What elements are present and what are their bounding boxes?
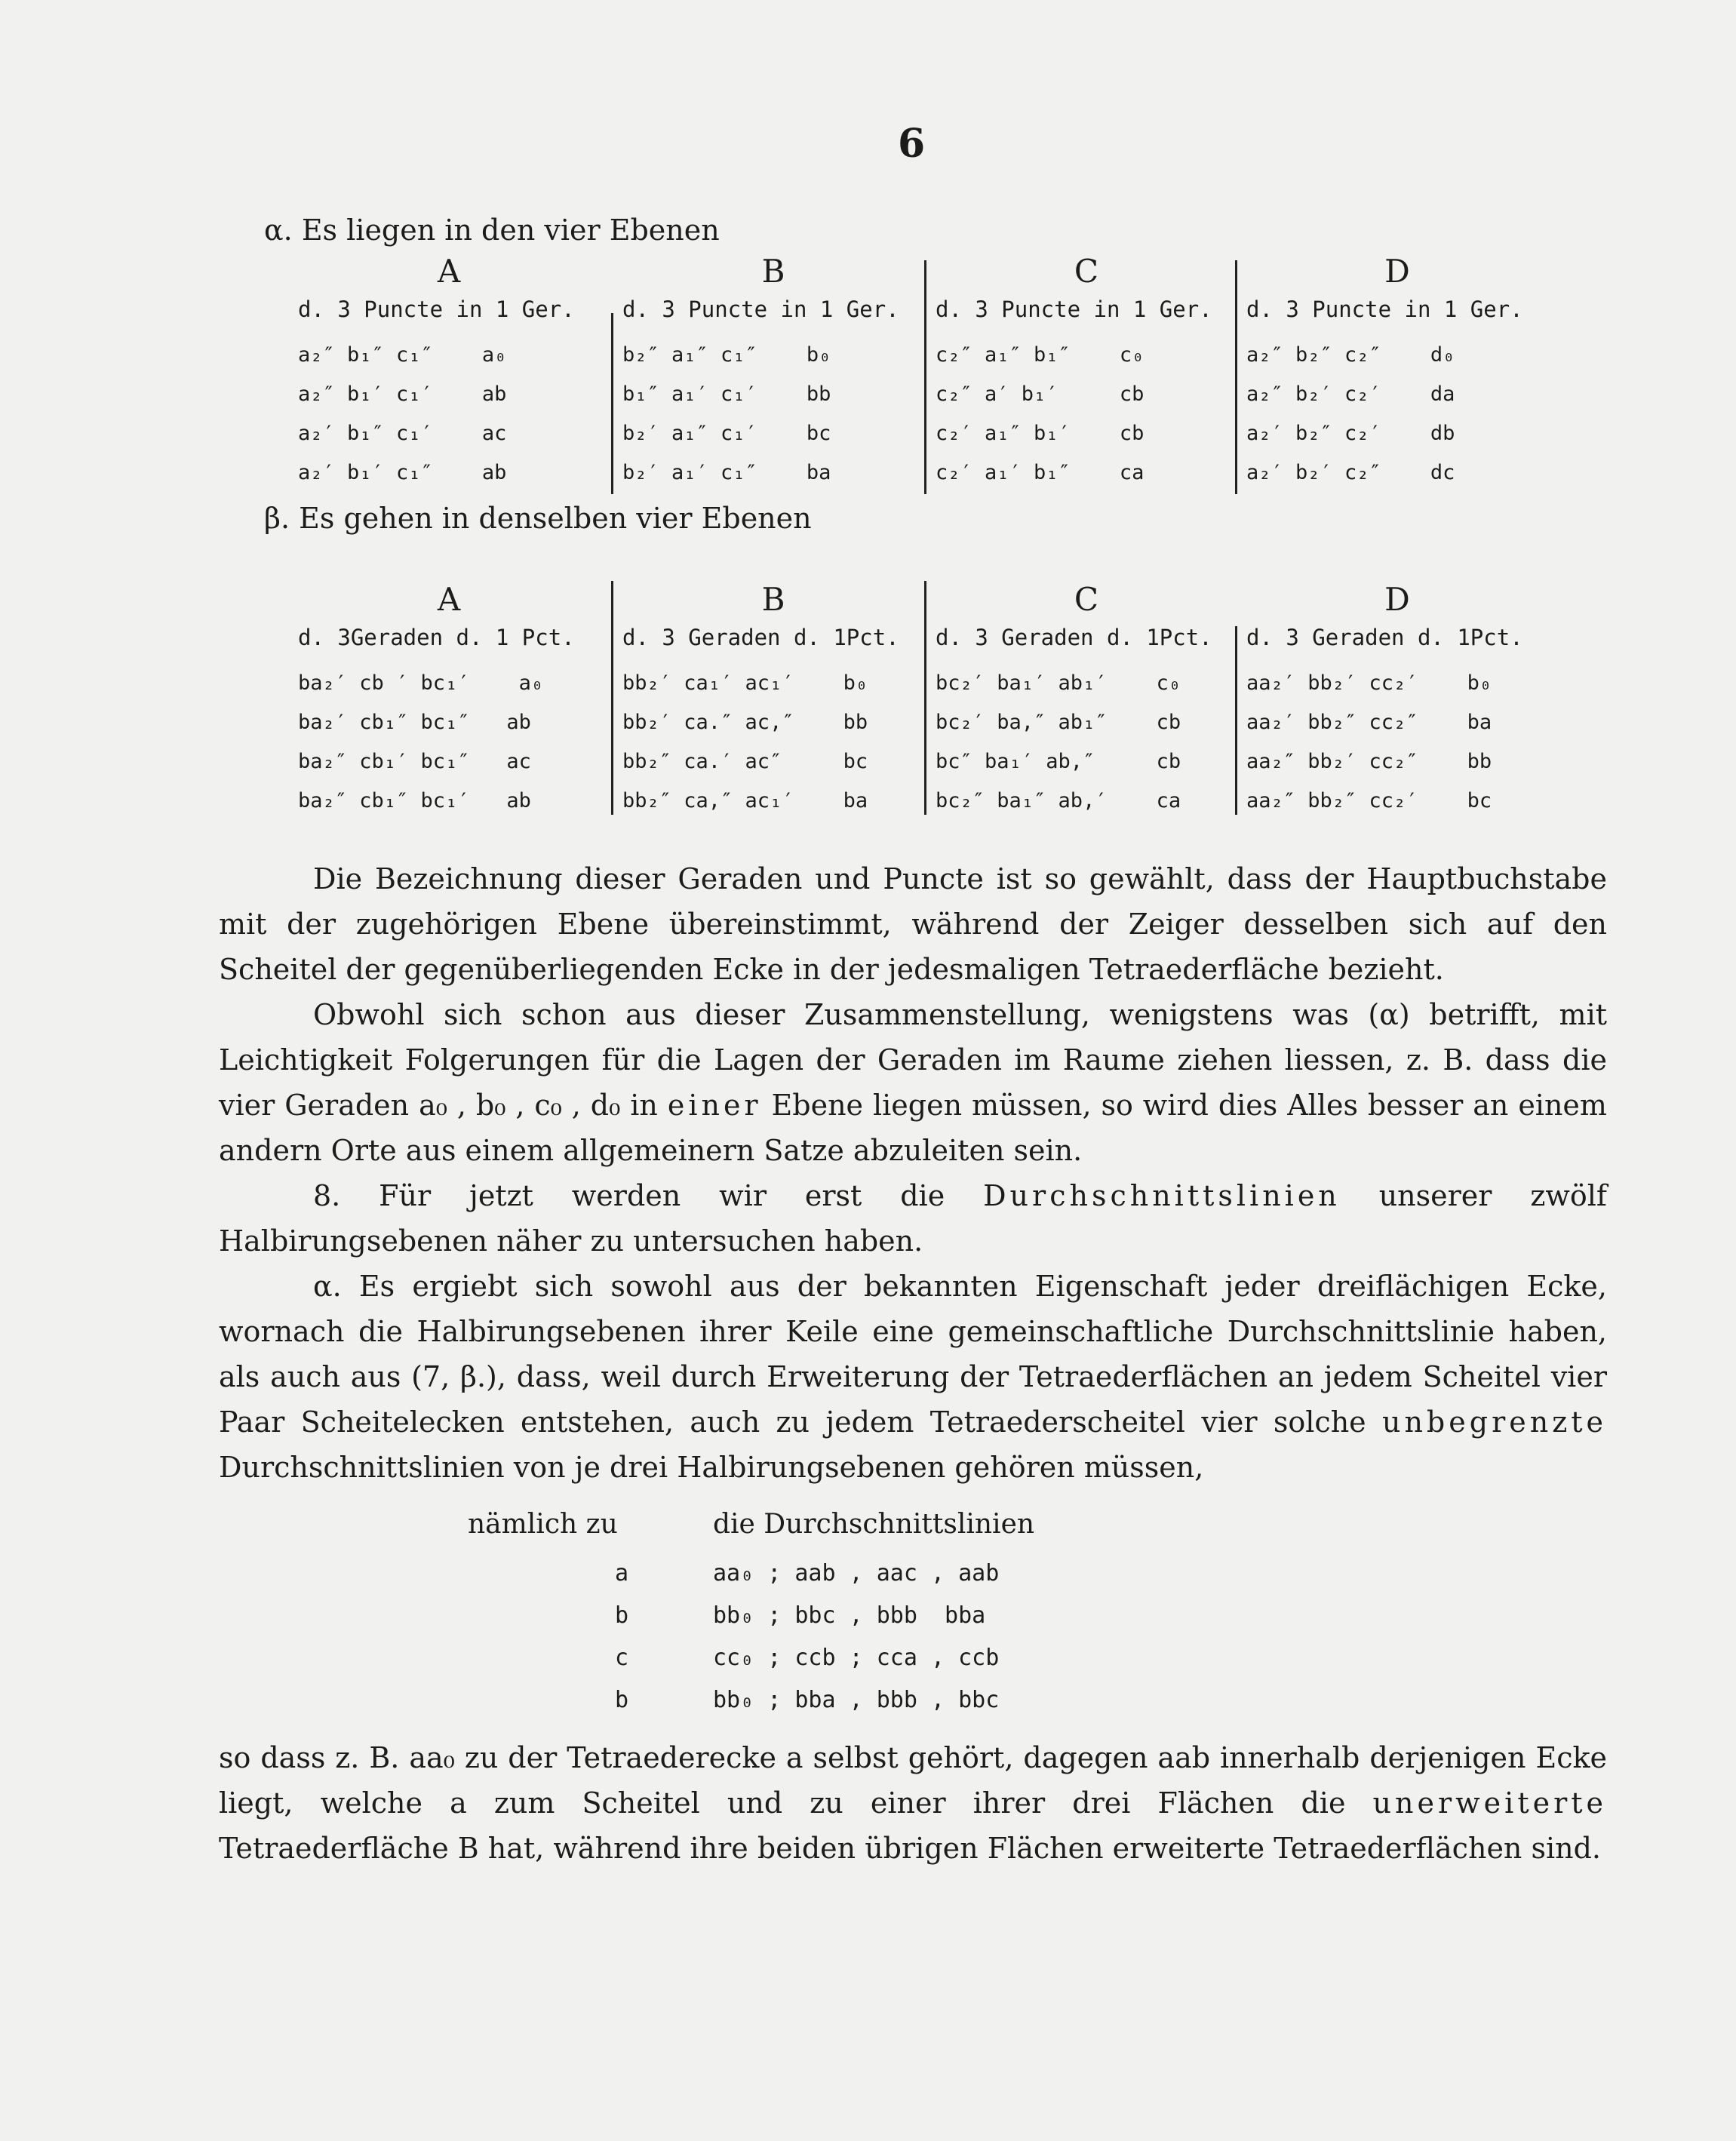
- table-row: b₂′ a₁′ c₁″ ba: [622, 461, 831, 484]
- alpha-table: [298, 253, 1535, 494]
- table-row: a₂″ b₂′ c₂′ da: [1246, 382, 1455, 406]
- column-letter: C: [1074, 253, 1099, 290]
- column-subheading: d. 3 Puncte in 1 Ger.: [936, 296, 1212, 322]
- text-run: so dass z. B. aa₀ zu der Tetraederecke a selbst gehört, dagegen aab innerhalb derjenigen Ecke liegt, welche a zum Scheitel und zu einer ihrer drei Flächen die: [219, 1741, 1607, 1820]
- paragraph-so-dass: [219, 1735, 1607, 1871]
- table-row: c₂″ a′ b₁′ cb: [936, 382, 1145, 406]
- text-run: α. Es ergiebt sich sowohl aus der bekannten Eigenschaft jeder dreiflächigen Ecke, wornach die Halbirungsebenen ihrer Keile eine gemeinschaftliche Durchschnittslinie haben, als auch aus (7, β.), dass, weil durch Erweiterung der Tetraederflächen an jedem Scheitel vier Paar Scheitelecken entstehen, auch zu jedem Tetraederscheitel vier solche: [219, 1270, 1607, 1439]
- paragraph-alpha-ergiebt: [219, 1264, 1607, 1490]
- vertex-label: b: [615, 1687, 629, 1713]
- lines-header-right: die Durchschnittslinien: [713, 1509, 1035, 1540]
- table-row: c₂″ a₁″ b₁″ c₀: [936, 343, 1145, 367]
- column-letter: B: [761, 581, 785, 618]
- table-row: ba₂′ cb₁″ bc₁″ ab: [298, 711, 531, 734]
- alpha-heading: α. Es liegen in den vier Ebenen: [264, 213, 720, 247]
- column-divider: [611, 581, 613, 815]
- table-row: a₂″ b₁′ c₁′ ab: [298, 382, 507, 406]
- lines-value: aa₀ ; aab , aac , aab: [713, 1560, 1000, 1587]
- table-row: a₂″ b₂″ c₂″ d₀: [1246, 343, 1455, 367]
- column-subheading: d. 3 Geraden d. 1Pct.: [936, 625, 1212, 650]
- table-row: ba₂″ cb₁′ bc₁″ ac: [298, 750, 531, 773]
- column-subheading: d. 3 Puncte in 1 Ger.: [622, 296, 899, 322]
- column-divider: [924, 260, 926, 494]
- page-number: 6: [898, 121, 926, 167]
- text-run: Tetraederfläche B hat, während ihre beiden übrigen Flächen erweiterte Tetraederflächen sind.: [219, 1832, 1602, 1865]
- paragraph-section-8: [219, 1173, 1607, 1264]
- table-row: bb₂″ ca,″ ac₁′ ba: [622, 789, 868, 812]
- table-row: a₂′ b₁′ c₁″ ab: [298, 461, 507, 484]
- column-divider: [1235, 626, 1237, 815]
- beta-table: [298, 581, 1535, 822]
- table-row: ba₂″ cb₁″ bc₁′ ab: [298, 789, 531, 812]
- list-item: [615, 1679, 1143, 1722]
- table-row: bb₂″ ca.′ ac″ bc: [622, 750, 868, 773]
- lines-value: bb₀ ; bbc , bbb bba: [713, 1602, 986, 1629]
- column-letter: D: [1384, 253, 1410, 290]
- list-item: [615, 1553, 1143, 1595]
- lines-value: bb₀ ; bba , bbb , bbc: [713, 1687, 1000, 1713]
- emphasis-text: unbegrenzte: [1381, 1405, 1607, 1439]
- column-divider: [924, 581, 926, 815]
- table-row: ba₂′ cb ′ bc₁′ a₀: [298, 671, 544, 695]
- column-letter: D: [1384, 581, 1410, 618]
- table-row: aa₂′ bb₂″ cc₂″ ba: [1246, 711, 1492, 734]
- column-subheading: d. 3Geraden d. 1 Pct.: [298, 625, 575, 650]
- table-row: bc₂′ ba,″ ab₁″ cb: [936, 711, 1181, 734]
- lines-value: cc₀ ; ccb ; cca , ccb: [713, 1645, 1000, 1671]
- vertex-label: a: [615, 1560, 629, 1587]
- paragraph-obwohl: [219, 992, 1607, 1173]
- text-run: Ebene liegen müssen, so wird dies Alles besser an einem andern Orte aus einem allgemeinern Satze abzuleiten sein.: [219, 1089, 1607, 1167]
- table-row: b₂′ a₁″ c₁′ bc: [622, 422, 831, 445]
- text-run: Durchschnittslinien von je drei Halbirungsebenen gehören müssen,: [219, 1451, 1204, 1484]
- list-item: [615, 1637, 1143, 1679]
- table-row: b₂″ a₁″ c₁″ b₀: [622, 343, 831, 367]
- column-subheading: d. 3 Puncte in 1 Ger.: [298, 296, 575, 322]
- emphasis-text: Durchschnittslinien: [983, 1179, 1341, 1212]
- alpha-col-c: [936, 253, 1237, 493]
- text-run: unserer zwölf Halbirungsebenen näher zu untersuchen haben.: [219, 1179, 1607, 1258]
- column-subheading: d. 3 Geraden d. 1Pct.: [1246, 625, 1523, 650]
- column-letter: A: [437, 581, 461, 618]
- vertex-label: c: [615, 1645, 629, 1671]
- beta-col-c: [936, 581, 1237, 821]
- column-letter: C: [1074, 581, 1099, 618]
- vertex-label: b: [615, 1602, 629, 1629]
- text-run: Obwohl sich schon aus dieser Zusammenstellung, wenigstens was (α) betrifft, mit Leichtigkeit Folgerungen für die Lagen der Geraden im Raume ziehen liessen, z. B. dass die vier Geraden a₀ , b₀ , c₀ , d₀ in: [219, 998, 1607, 1122]
- intersection-lines-list: [615, 1553, 1143, 1722]
- column-letter: B: [761, 253, 785, 290]
- table-row: c₂′ a₁″ b₁′ cb: [936, 422, 1145, 445]
- beta-heading: β. Es gehen in denselben vier Ebenen: [264, 502, 812, 535]
- beta-col-d: [1246, 581, 1548, 821]
- table-row: a₂″ b₁″ c₁″ a₀: [298, 343, 507, 367]
- emphasis-text: unerweiterte: [1372, 1786, 1607, 1820]
- text-run: 8. Für jetzt werden wir erst die: [313, 1179, 945, 1212]
- table-row: bc₂″ ba₁″ ab,′ ca: [936, 789, 1181, 812]
- column-subheading: d. 3 Puncte in 1 Ger.: [1246, 296, 1523, 322]
- table-row: a₂′ b₁″ c₁′ ac: [298, 422, 507, 445]
- column-divider: [611, 313, 613, 494]
- alpha-col-a: [298, 253, 600, 493]
- column-subheading: d. 3 Geraden d. 1Pct.: [622, 625, 899, 650]
- table-row: aa₂″ bb₂′ cc₂″ bb: [1246, 750, 1492, 773]
- column-letter: A: [437, 253, 461, 290]
- table-row: a₂′ b₂′ c₂″ dc: [1246, 461, 1455, 484]
- table-row: b₁″ a₁′ c₁′ bb: [622, 382, 831, 406]
- table-row: bb₂′ ca.″ ac,″ bb: [622, 711, 868, 734]
- table-row: bc₂′ ba₁′ ab₁′ c₀: [936, 671, 1181, 695]
- table-row: aa₂″ bb₂″ cc₂′ bc: [1246, 789, 1492, 812]
- table-row: aa₂′ bb₂′ cc₂′ b₀: [1246, 671, 1492, 695]
- lines-header-left: nämlich zu: [468, 1509, 618, 1540]
- emphasis-text: einer: [667, 1089, 762, 1122]
- table-row: bb₂′ ca₁′ ac₁′ b₀: [622, 671, 868, 695]
- table-row: a₂′ b₂″ c₂′ db: [1246, 422, 1455, 445]
- column-divider: [1235, 260, 1237, 494]
- alpha-col-b: [622, 253, 924, 493]
- table-row: c₂′ a₁′ b₁″ ca: [936, 461, 1145, 484]
- list-item: [615, 1595, 1143, 1637]
- beta-col-a: [298, 581, 600, 821]
- alpha-col-d: [1246, 253, 1548, 493]
- beta-col-b: [622, 581, 924, 821]
- paragraph-designation: Die Bezeichnung dieser Geraden und Puncte ist so gewählt, dass der Hauptbuchstabe mit der zugehörigen Ebene übereinstimmt, während der Zeiger desselben sich auf den Scheitel der gegenüberliegenden Ecke in der jedesmaligen Tetraederfläche bezieht.: [219, 862, 1607, 986]
- table-row: bc″ ba₁′ ab,″ cb: [936, 750, 1181, 773]
